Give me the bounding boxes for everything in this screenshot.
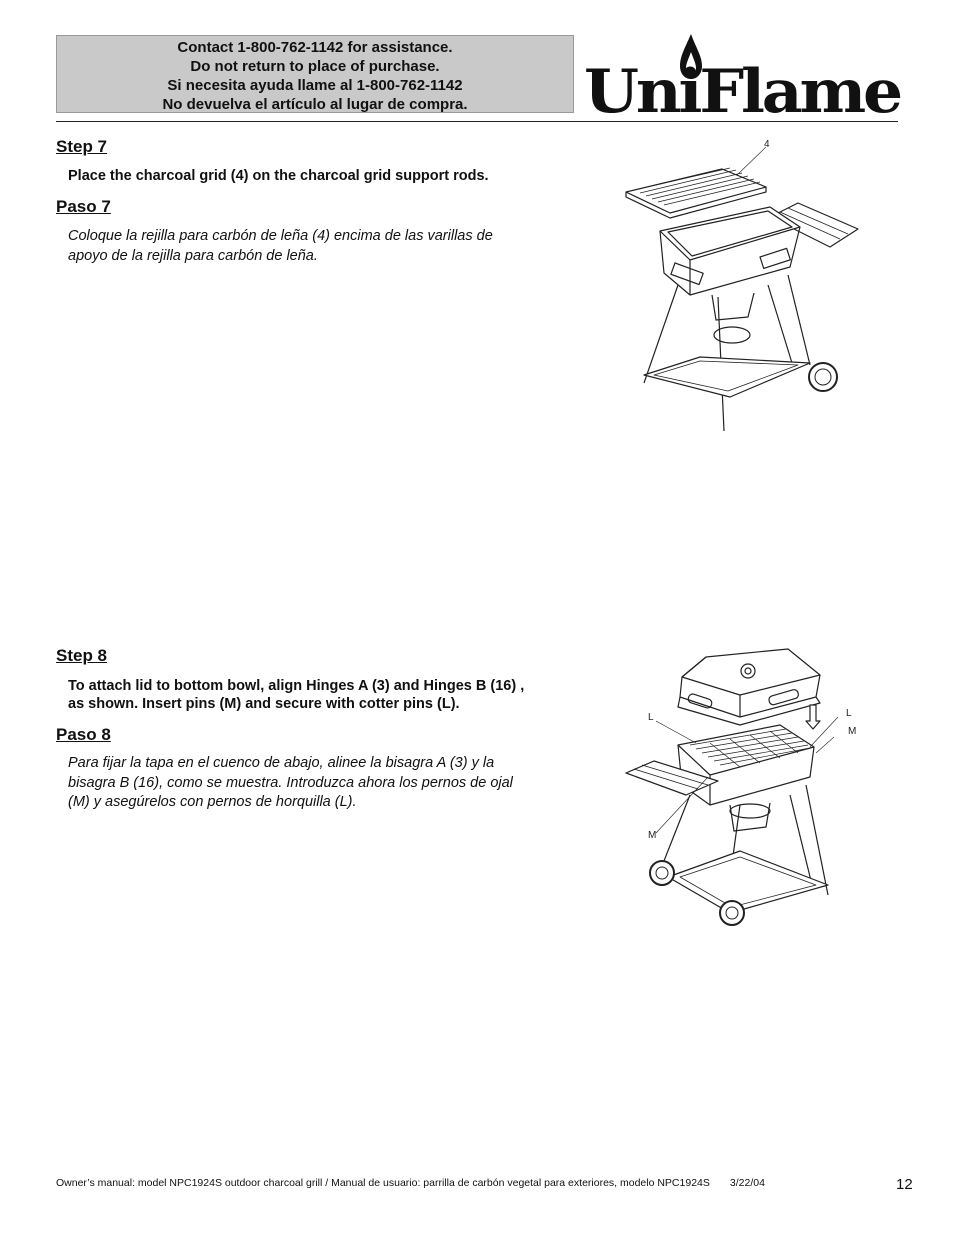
paso8-line-3: (M) y asegúrelos con pernos de horquilla (L).	[68, 794, 357, 810]
footer-text: Owner’s manual: model NPC1924S outdoor charcoal grill / Manual de usuario: parrilla de carbón vegetal para exteriores, modelo NPC1924S	[56, 1177, 710, 1189]
contact-box	[56, 35, 574, 113]
step8-line-2: as shown. Insert pins (M) and secure with cotter pins (L).	[68, 696, 460, 712]
contact-line-1: Contact 1-800-762-1142 for assistance.	[177, 39, 453, 56]
figure-label-4: 4	[764, 139, 770, 150]
step7-grill-illustration	[620, 135, 860, 435]
wheel-icon	[720, 901, 744, 925]
step7-heading: Step 7	[56, 137, 108, 156]
step7-text: Place the charcoal grid (4) on the charcoal grid support rods.	[68, 168, 489, 184]
contact-line-3: Si necesita ayuda llame al 1-800-762-1142	[167, 77, 463, 94]
paso7-line-1: Coloque la rejilla para carbón de leña (4) encima de las varillas de	[68, 228, 493, 244]
brand-wordmark: UniFlame	[584, 57, 901, 120]
contact-line-4: No devuelva el artículo al lugar de compra.	[162, 96, 468, 113]
grill-bowl	[678, 725, 814, 775]
step8-line-1: To attach lid to bottom bowl, align Hinges A (3) and Hinges B (16) ,	[68, 678, 525, 694]
header-rule	[56, 121, 898, 122]
figure-label-l-left: L	[648, 712, 654, 723]
paso8-line-2: bisagra B (16), como se muestra. Introduzca ahora los pernos de ojal	[68, 774, 513, 791]
paso7-text	[68, 227, 493, 266]
footer	[56, 1177, 765, 1189]
paso7-line-2: apoyo de la rejilla para carbón de leña.	[68, 247, 318, 264]
figure-label-l-right: L	[846, 708, 852, 719]
step8-grill-illustration	[620, 645, 870, 935]
paso8-text	[68, 754, 513, 813]
wheel-icon	[809, 363, 837, 391]
uniflame-logo	[584, 30, 904, 120]
contact-line-2: Do not return to place of purchase.	[190, 58, 440, 75]
step8-heading: Step 8	[56, 646, 108, 665]
figure-label-m-left: M	[648, 830, 657, 841]
paso7-heading: Paso 7	[56, 197, 111, 216]
figure-label-m-right: M	[848, 726, 857, 737]
paso8-heading: Paso 8	[56, 725, 111, 744]
wheel-icon	[650, 861, 674, 885]
page-number: 12	[896, 1176, 913, 1193]
paso8-line-1: Para fijar la tapa en el cuenco de abajo, alinee la bisagra A (3) y la	[68, 755, 495, 771]
footer-date: 3/22/04	[729, 1177, 765, 1189]
step8-text	[68, 677, 524, 713]
